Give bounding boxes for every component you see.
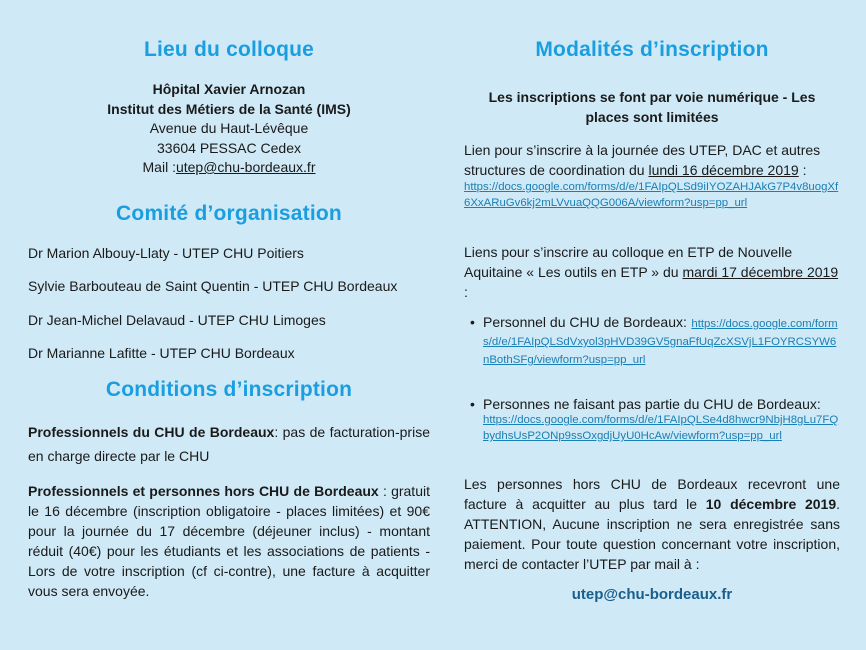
bullet-icon: •: [470, 314, 475, 330]
lien1-colon: :: [802, 162, 807, 178]
bullet1: [483, 314, 840, 368]
committee-member: Sylvie Barbouteau de Saint Quentin - UTEP CHU Bordeaux: [28, 278, 398, 294]
conditions-chu-text: : pas de facturation-prise en charge directe par le CHU: [28, 424, 430, 464]
conditions-chu-label: Professionnels du CHU de Bordeaux: [28, 424, 275, 440]
institute-name: Institut des Métiers de la Santé (IMS): [107, 100, 351, 117]
hospital-name: Hôpital Xavier Arnozan: [152, 81, 306, 97]
lien2-text: [464, 242, 840, 302]
bullet2: [483, 396, 840, 444]
city: 33604 PESSAC Cedex: [157, 139, 301, 156]
lien1-url[interactable]: https://docs.google.com/forms/d/e/1FAIpQLSd9iIYOZAHJAkG7P4v8uogXf6XxARuGv6kj2mLVvuaQQG006A/viewform?usp=pp_url: [464, 181, 839, 209]
lien1-text: [464, 140, 840, 180]
committee-member: Dr Jean-Michel Delavaud - UTEP CHU Limoges: [28, 312, 326, 328]
bullet2-url[interactable]: https://docs.google.com/forms/d/e/1FAIpQLSe4d8hwcr9NbjH8gLu7FQbydhsUsP2ONp9ssOxgdjUyU0HcAw/viewform?usp=pp_url: [483, 414, 839, 442]
mail-link[interactable]: utep@chu-bordeaux.fr: [175, 159, 316, 175]
bullet2-label: Personnes ne faisant pas partie du CHU de Bordeaux:: [483, 396, 821, 412]
lien1-label: Lien pour s’inscrire à la journée des UTEP, DAC et autres structures de coordination du: [464, 142, 821, 178]
conditions-chu: [28, 420, 430, 468]
facture-date: 10 décembre 2019: [705, 496, 837, 512]
modalites-intro: Les inscriptions se font par voie numérique - Les places sont limitées: [488, 89, 816, 125]
contact-email[interactable]: utep@chu-bordeaux.fr: [571, 586, 733, 603]
committee-member: Dr Marianne Lafitte - UTEP CHU Bordeaux: [28, 345, 295, 361]
lieu-title: Lieu du colloque: [143, 38, 315, 61]
bullet-icon: •: [470, 396, 475, 412]
modalites-title: Modalités d’inscription: [535, 38, 769, 61]
facture-part-b: . ATTENTION, Aucune inscription ne sera enregistrée sans paiement. Pour toute question concernant votre inscription, merci de contacter l’UTEP par mail à :: [464, 496, 841, 572]
conditions-hors-label: Professionnels et personnes hors CHU de Bordeaux: [28, 483, 379, 499]
committee-member: Dr Marion Albouy-Llaty - UTEP CHU Poitiers: [28, 245, 304, 261]
lien2-label: Liens pour s’inscrire au colloque en ETP de Nouvelle Aquitaine « Les outils en ETP » du: [464, 244, 793, 280]
bullet1-url[interactable]: https://docs.google.com/forms/d/e/1FAIpQLSdVxyol3pHVD39GV5gnaFfUqZcXSVjL1FOYRCSYW6nBothSFg/viewform?usp=pp_url: [483, 318, 838, 366]
lieu-address: [28, 80, 430, 178]
comite-title: Comité d’organisation: [116, 202, 342, 225]
lien2-colon: :: [464, 284, 468, 300]
conditions-title: Conditions d’inscription: [105, 378, 353, 401]
facture-text: [464, 474, 840, 574]
street: Avenue du Haut-Lévêque: [149, 120, 309, 136]
conditions-hors-text: : gratuit le 16 décembre (inscription obligatoire - places limitées) et 90€ pour la journée du 17 décembre (déjeuner inclus) - montant réduit (40€) pour les étudiants et les associations de patients - Lors de votre inscription (cf ci-contre), une facture à acquitter vous sera envoyée.: [28, 483, 430, 599]
mail-line: [28, 158, 430, 178]
lien1-date: lundi 16 décembre 2019: [648, 162, 799, 178]
facture-part-a: Les personnes hors CHU de Bordeaux recevront une facture à acquitter au plus tard le: [464, 476, 840, 512]
mail-label: Mail :: [142, 159, 176, 175]
bullet1-label: Personnel du CHU de Bordeaux:: [483, 314, 687, 330]
lien2-date: mardi 17 décembre 2019: [682, 264, 839, 280]
conditions-hors: [28, 481, 430, 601]
